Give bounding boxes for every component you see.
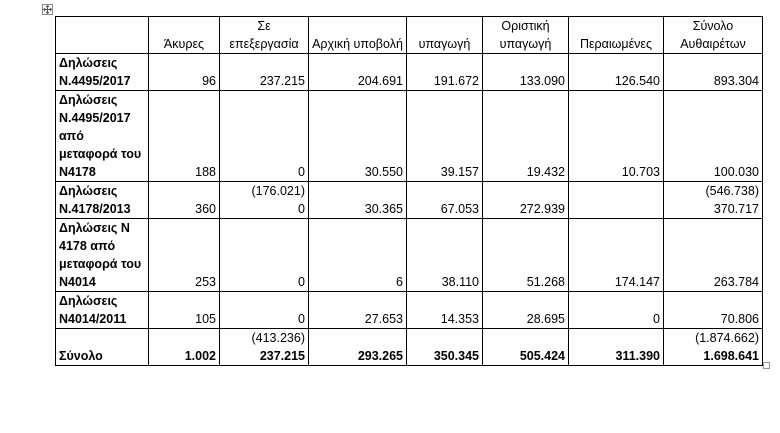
table-cell — [483, 182, 569, 219]
cell-value: 174.147 — [614, 275, 660, 289]
table-row — [56, 292, 763, 329]
cell-value: 237.215 — [259, 349, 305, 363]
cell-value: 67.053 — [440, 202, 479, 216]
table-row — [56, 329, 763, 366]
table-cell — [309, 54, 407, 91]
cell-value: 126.540 — [614, 74, 660, 88]
cell-value: 6 — [396, 275, 403, 289]
table-cell — [149, 182, 220, 219]
cell-value: 263.784 — [713, 275, 759, 289]
row-n4178-2013-label: Δηλώσεις Ν.4178/2013 — [56, 182, 149, 219]
cell-value: 0 — [298, 165, 305, 179]
row-total-label: Σύνολο — [56, 329, 149, 366]
cell-value: 27.653 — [364, 312, 403, 326]
cell-value: 30.550 — [364, 165, 403, 179]
cell-value: 188 — [195, 165, 216, 179]
row-n4014-2011-label: Δηλώσεις Ν4014/2011 — [56, 292, 149, 329]
table-cell — [149, 219, 220, 292]
table-cell — [664, 219, 763, 292]
cell-value: 1.002 — [184, 349, 216, 363]
cell-value: 893.304 — [713, 74, 759, 88]
table-cell — [407, 54, 483, 91]
table-cell — [664, 292, 763, 329]
cell-value: 19.432 — [526, 165, 565, 179]
row-n4495-2017-label: Δηλώσεις Ν.4495/2017 — [56, 54, 149, 91]
table-cell — [483, 329, 569, 366]
cell-value: 370.717 — [713, 202, 759, 216]
negative-value: (1.874.662) — [695, 331, 759, 345]
cell-value: 105 — [195, 312, 216, 326]
cell-value: 70.806 — [720, 312, 759, 326]
cell-value: 350.345 — [433, 349, 479, 363]
cell-value: 0 — [653, 312, 660, 326]
table-cell — [569, 54, 664, 91]
table-cell — [569, 182, 664, 219]
cell-value: 39.157 — [440, 165, 479, 179]
cell-value: 0 — [298, 312, 305, 326]
cell-value: 0 — [298, 202, 305, 216]
table-cell — [483, 219, 569, 292]
table-cell — [569, 329, 664, 366]
table-cell — [309, 182, 407, 219]
cell-value: 293.265 — [357, 349, 403, 363]
cell-value: 253 — [195, 275, 216, 289]
cell-value: 28.695 — [526, 312, 565, 326]
cell-value: 96 — [202, 74, 216, 88]
table-cell — [664, 54, 763, 91]
table-move-handle-icon[interactable] — [42, 4, 53, 15]
cell-value: 204.691 — [357, 74, 403, 88]
table-row — [56, 54, 763, 91]
column-header-inclusion: υπαγωγή — [407, 17, 483, 54]
table-cell — [309, 219, 407, 292]
table-cell — [149, 292, 220, 329]
column-header-final-inclusion: Οριστική υπαγωγή — [483, 17, 569, 54]
column-header-initial-submission: Αρχική υποβολή — [309, 17, 407, 54]
cell-value: 237.215 — [259, 74, 305, 88]
cell-value: 1.698.641 — [703, 349, 759, 363]
cell-value: 505.424 — [519, 349, 565, 363]
table-cell — [220, 182, 309, 219]
table-cell — [483, 292, 569, 329]
cell-value: 133.090 — [519, 74, 565, 88]
table-cell — [664, 329, 763, 366]
table-cell — [664, 182, 763, 219]
negative-value: (176.021) — [251, 184, 305, 198]
header-corner-cell — [56, 17, 149, 54]
table-cell — [483, 91, 569, 182]
table-cell — [309, 292, 407, 329]
table-cell — [407, 292, 483, 329]
data-table — [55, 16, 763, 366]
table-cell — [220, 292, 309, 329]
table-cell — [569, 292, 664, 329]
table-row — [56, 182, 763, 219]
column-header-total-unauthorized: Σύνολο Αυθαιρέτων — [664, 17, 763, 54]
table-cell — [569, 219, 664, 292]
table-cell — [220, 54, 309, 91]
table-row — [56, 219, 763, 292]
table-cell — [149, 329, 220, 366]
table-cell — [220, 329, 309, 366]
cell-value: 311.390 — [615, 349, 660, 363]
table-cell — [407, 219, 483, 292]
table-cell — [407, 329, 483, 366]
cell-value: 51.268 — [526, 275, 565, 289]
table-cell — [407, 91, 483, 182]
table-row — [56, 91, 763, 182]
cell-value: 360 — [195, 202, 216, 216]
cell-value: 191.672 — [433, 74, 479, 88]
table-cell — [309, 329, 407, 366]
cell-value: 14.353 — [440, 312, 479, 326]
cell-value: 30.365 — [364, 202, 403, 216]
cell-value: 100.030 — [713, 165, 759, 179]
cell-value: 272.939 — [519, 202, 565, 216]
table-resize-handle[interactable] — [763, 362, 770, 369]
table-cell — [664, 91, 763, 182]
row-n4495-2017-transfer-n4178-label: Δηλώσεις Ν.4495/2017 από μεταφορά του Ν4178 — [56, 91, 149, 182]
table-cell — [220, 219, 309, 292]
table-cell — [220, 91, 309, 182]
column-header-completed: Περαιωμένες — [569, 17, 664, 54]
table-cell — [569, 91, 664, 182]
negative-value: (546.738) — [705, 184, 759, 198]
header-row — [56, 17, 763, 54]
table-cell — [149, 91, 220, 182]
table-cell — [149, 54, 220, 91]
column-header-invalid: Άκυρες — [149, 17, 220, 54]
column-header-in-processing: Σε επεξεργασία — [220, 17, 309, 54]
table-cell — [407, 182, 483, 219]
table-cell — [483, 54, 569, 91]
row-n4178-transfer-n4014-label: Δηλώσεις Ν 4178 από μεταφορά του Ν4014 — [56, 219, 149, 292]
cell-value: 38.110 — [441, 275, 479, 289]
negative-value: (413.236) — [251, 331, 305, 345]
cell-value: 10.703 — [621, 165, 660, 179]
table-cell — [309, 91, 407, 182]
cell-value: 0 — [298, 275, 305, 289]
